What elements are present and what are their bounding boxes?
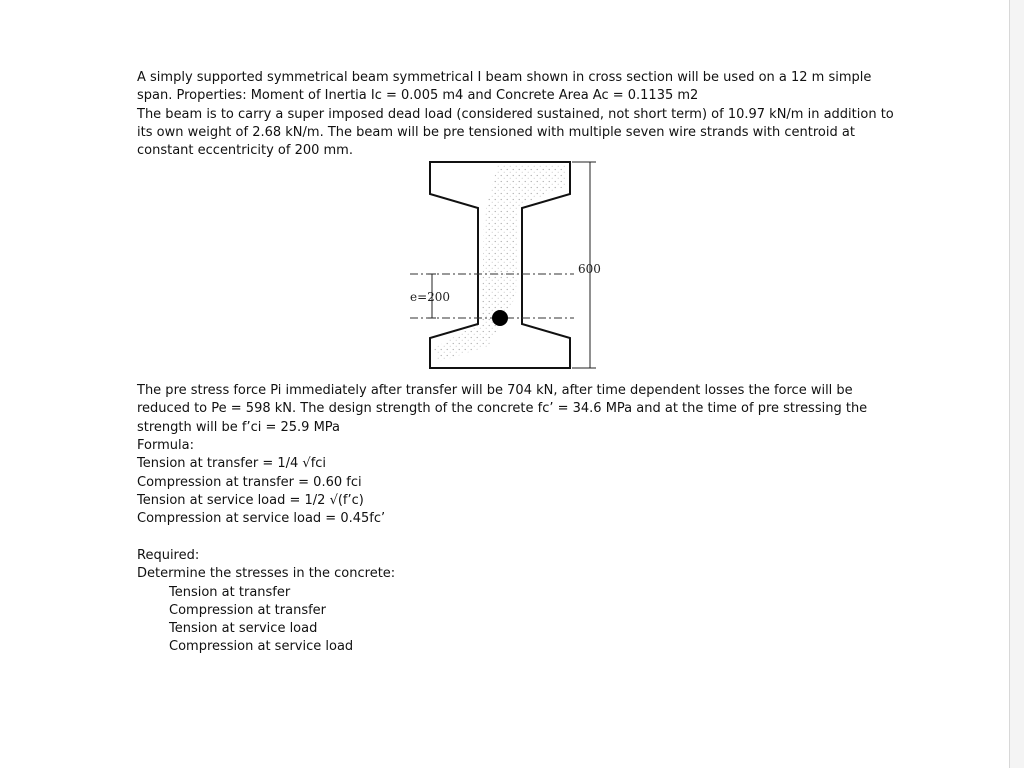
formula-line: Compression at transfer = 0.60 fci (137, 474, 362, 490)
page-edge (1009, 0, 1024, 768)
intro-line: The beam is to carry a super imposed dead load (considered sustained, not short term) of 10.97 kN/m in addition to (137, 106, 894, 122)
detail-line: strength will be f’ci = 25.9 MPa (137, 419, 341, 435)
required-item: Compression at service load (169, 639, 354, 655)
formula-heading: Formula: (137, 438, 194, 453)
required-item: Tension at transfer (169, 584, 291, 600)
required-subheading: Determine the stresses in the concrete: (137, 566, 396, 582)
required-item: Tension at service load (169, 621, 318, 637)
i-beam-cross-section (398, 156, 618, 372)
prestress-details (137, 382, 867, 437)
height-label: 600 (578, 262, 601, 276)
eccentricity-label: e=200 (410, 290, 451, 304)
problem-intro (137, 69, 894, 160)
required-section (137, 547, 395, 657)
detail-line: reduced to Pe = 598 kN. The design strength of the concrete fc’ = 34.6 MPa and at the time of pre stressing the (137, 401, 868, 417)
formula-section (137, 437, 385, 528)
formula-line: Compression at service load = 0.45fc’ (137, 511, 386, 527)
intro-line: A simply supported symmetrical beam symmetrical I beam shown in cross section will be used on a 12 m simple (137, 70, 872, 85)
intro-line: its own weight of 2.68 kN/m. The beam will be pre tensioned with multiple seven wire strands with centroid at (137, 124, 855, 140)
intro-line: span. Properties: Moment of Inertia Ic = 0.005 m4 and Concrete Area Ac = 0.1135 m2 (137, 88, 699, 104)
required-item: Compression at transfer (169, 602, 327, 618)
required-heading: Required: (137, 548, 200, 563)
formula-line: Tension at transfer = 1/4 √fci (137, 456, 327, 472)
prestress-strand (492, 310, 508, 326)
detail-line: The pre stress force Pi immediately after transfer will be 704 kN, after time dependent losses the force will be (137, 383, 853, 398)
intro-line: constant eccentricity of 200 mm. (137, 143, 353, 159)
formula-line: Tension at service load = 1/2 √(f’c) (137, 492, 364, 508)
